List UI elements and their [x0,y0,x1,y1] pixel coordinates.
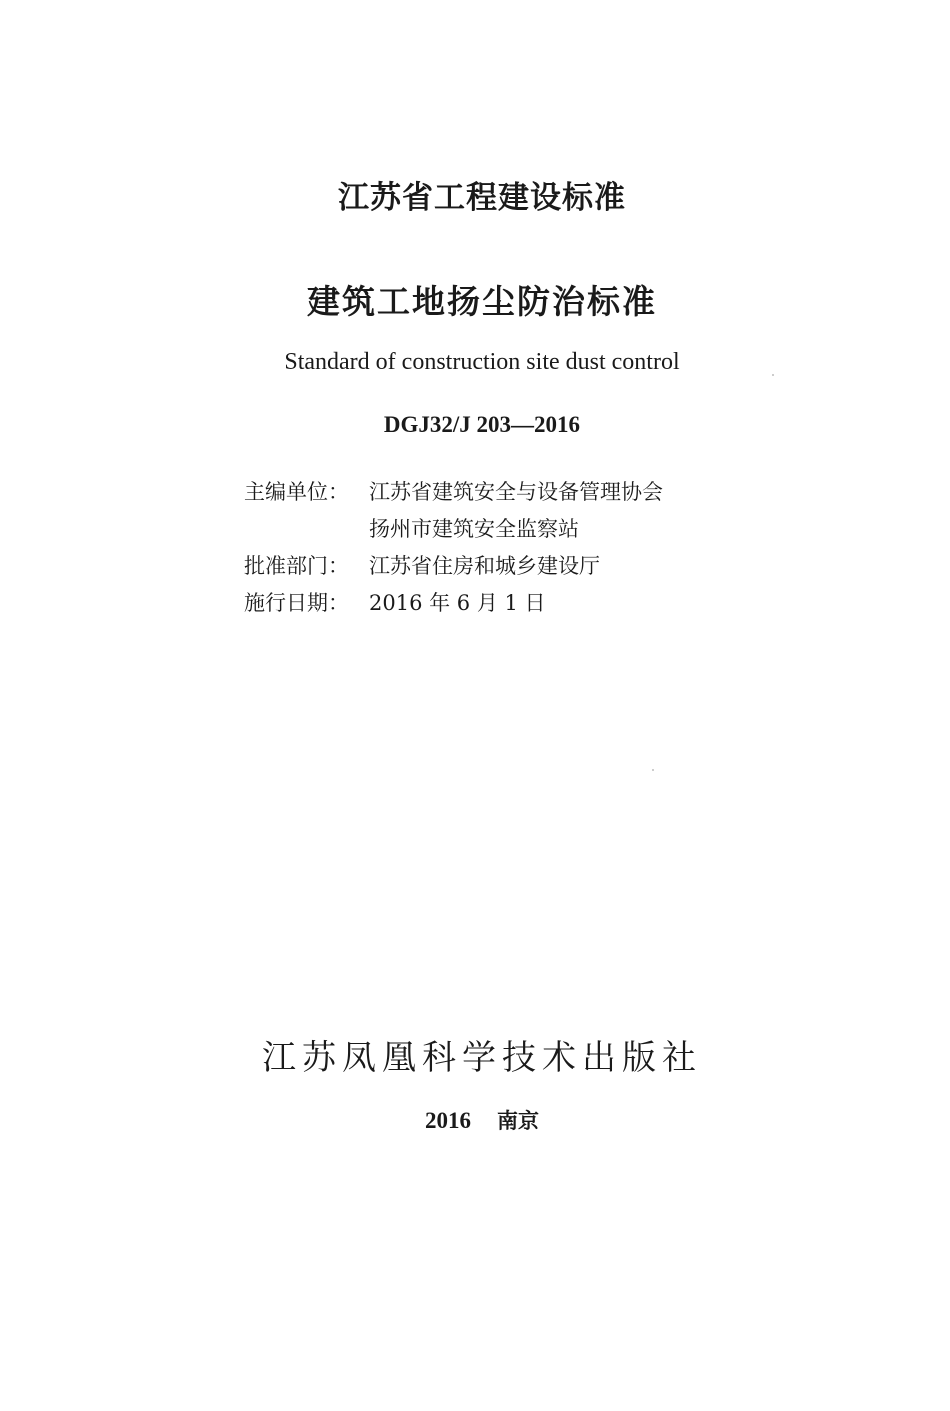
english-title: Standard of construction site dust control [284,349,680,375]
editors-row [244,474,663,511]
imprint-year: 2016 [425,1108,471,1133]
editors-row-2 [244,511,663,548]
publisher: 江苏凤凰科学技术出版社 [262,1038,702,1078]
editors-label: 主编单位： [244,480,349,504]
publication-info [244,474,663,622]
imprint-city: 南京 [497,1109,539,1133]
approver: 江苏省住房和城乡建设厅 [369,554,600,578]
scan-speck [772,374,774,376]
approver-row [244,548,663,585]
editor-1: 江苏省建筑安全与设备管理协会 [369,480,663,504]
scan-speck [652,769,654,771]
effective-date: 2016 年 6 月 1 日 [369,591,546,615]
approver-label: 批准部门： [244,554,349,578]
spacer [244,511,369,548]
effective-date-row [244,585,663,622]
editor-2: 扬州市建筑安全监察站 [369,517,579,541]
imprint [0,1105,950,1135]
document-title: 建筑工地扬尘防治标准 [307,282,657,321]
effective-date-label: 施行日期： [244,591,349,615]
series-title: 江苏省工程建设标准 [338,180,626,216]
standard-code: DGJ32/J 203—2016 [383,412,581,437]
